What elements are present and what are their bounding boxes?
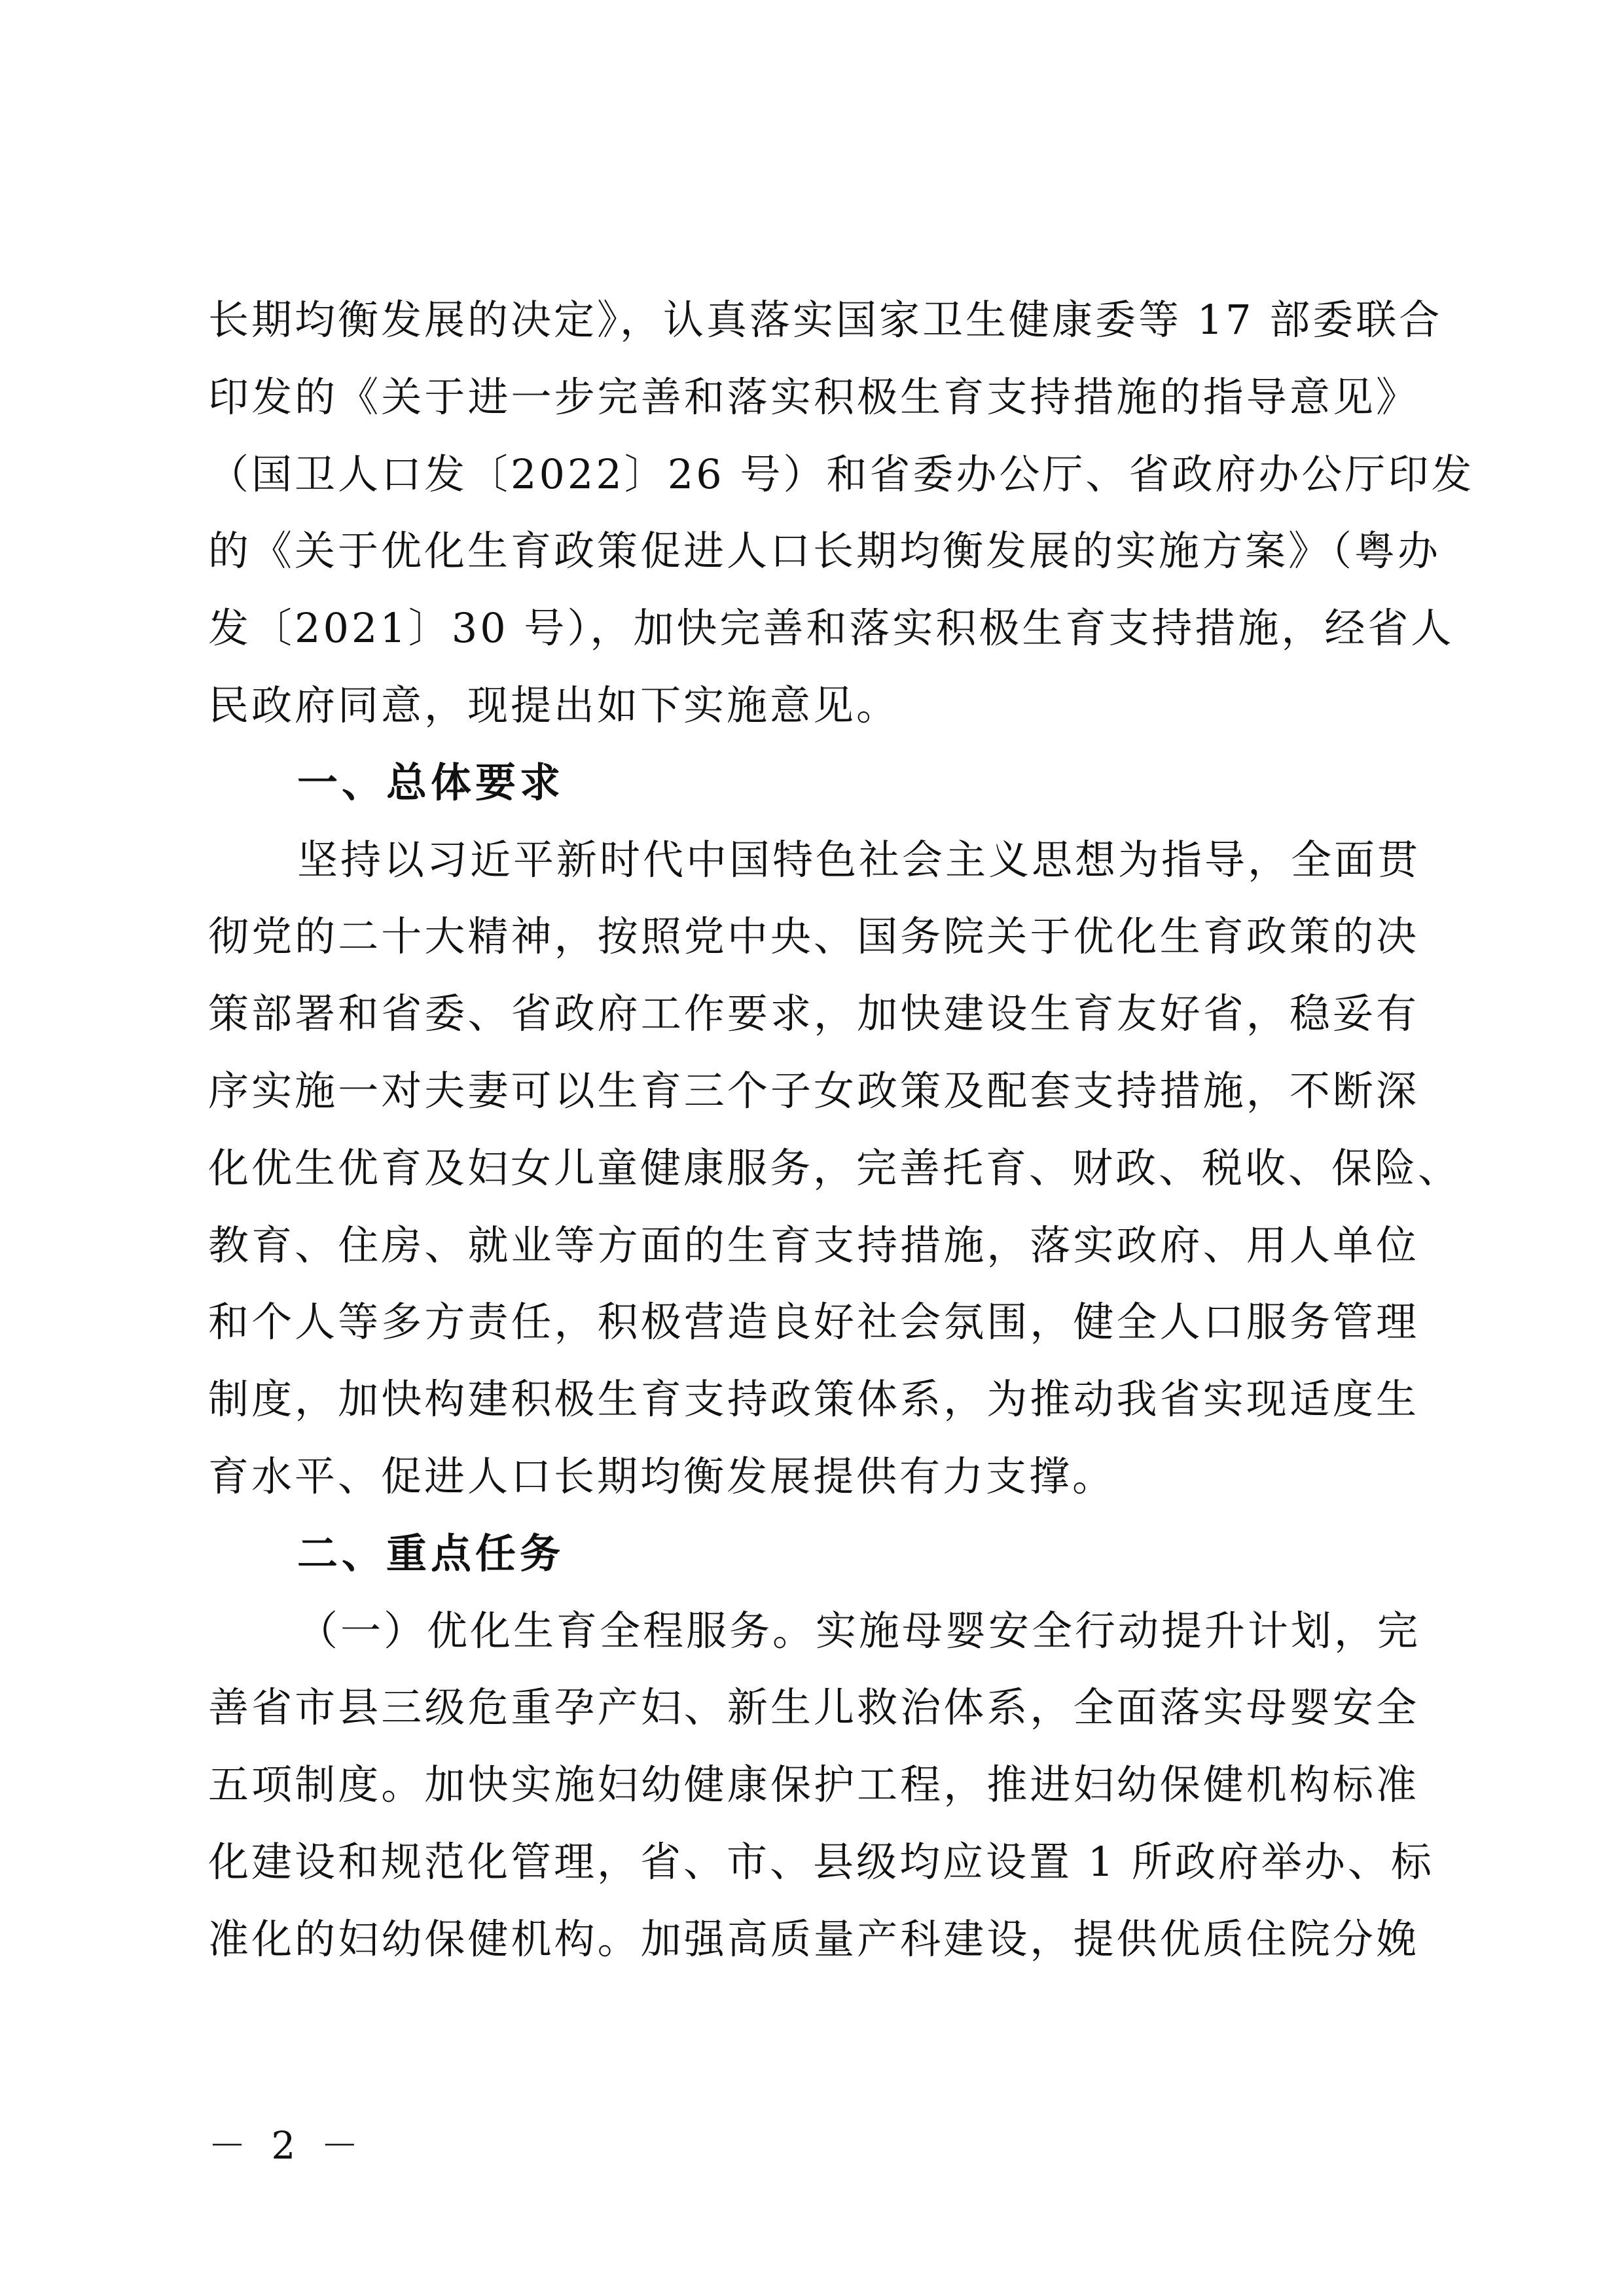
paragraph-line: 制度，加快构建积极生育支持政策体系，为推动我省实现适度生 bbox=[208, 1375, 1419, 1424]
paragraph-line: 准化的妇幼保健机构。加强高质量产科建设，提供优质住院分娩 bbox=[208, 1914, 1419, 1963]
paragraph-line: 坚持以习近平新时代中国特色社会主义思想为指导，全面贯 bbox=[297, 835, 1421, 884]
page-number: － 2 － bbox=[208, 2123, 365, 2168]
paragraph-line: 育水平、促进人口长期均衡发展提供有力支撑。 bbox=[208, 1452, 1116, 1500]
paragraph-line: 发〔2021〕30 号），加快完善和落实积极生育支持措施，经省人 bbox=[208, 604, 1454, 653]
paragraph-line: 的《关于优化生育政策促进人口长期均衡发展的实施方案》（粤办 bbox=[208, 527, 1441, 575]
paragraph-line: 化建设和规范化管理，省、市、县级均应设置 1 所政府举办、标 bbox=[208, 1837, 1434, 1886]
section-heading-general-requirements: 一、总体要求 bbox=[297, 758, 565, 806]
paragraph-line: 和个人等多方责任，积极营造良好社会氛围，健全人口服务管理 bbox=[208, 1298, 1419, 1346]
paragraph-line: 化优生优育及妇女儿童健康服务，完善托育、财政、税收、保险、 bbox=[208, 1143, 1462, 1192]
paragraph-line: （国卫人口发〔2022〕26 号）和省委办公厅、省政府办公厅印发 bbox=[208, 450, 1475, 498]
paragraph-line: 善省市县三级危重孕产妇、新生儿救治体系，全面落实母婴安全 bbox=[208, 1683, 1419, 1732]
section-heading-key-tasks: 二、重点任务 bbox=[297, 1529, 565, 1577]
paragraph-line: 彻党的二十大精神，按照党中央、国务院关于优化生育政策的决 bbox=[208, 912, 1419, 961]
paragraph-line: 策部署和省委、省政府工作要求，加快建设生育友好省，稳妥有 bbox=[208, 990, 1419, 1038]
body-text bbox=[208, 281, 1475, 1978]
paragraph-line: 印发的《关于进一步完善和落实积极生育支持措施的指导意见》 bbox=[208, 372, 1419, 421]
paragraph-line: （一）优化生育全程服务。实施母婴安全行动提升计划，完 bbox=[297, 1606, 1421, 1655]
paragraph-line: 长期均衡发展的决定》，认真落实国家卫生健康委等 17 部委联合 bbox=[208, 296, 1443, 344]
paragraph-line: 教育、住房、就业等方面的生育支持措施，落实政府、用人单位 bbox=[208, 1221, 1419, 1269]
paragraph-line: 民政府同意，现提出如下实施意见。 bbox=[208, 681, 900, 729]
paragraph-line: 序实施一对夫妻可以生育三个子女政策及配套支持措施，不断深 bbox=[208, 1066, 1419, 1115]
paragraph-line: 五项制度。加快实施妇幼健康保护工程，推进妇幼保健机构标准 bbox=[208, 1761, 1419, 1809]
